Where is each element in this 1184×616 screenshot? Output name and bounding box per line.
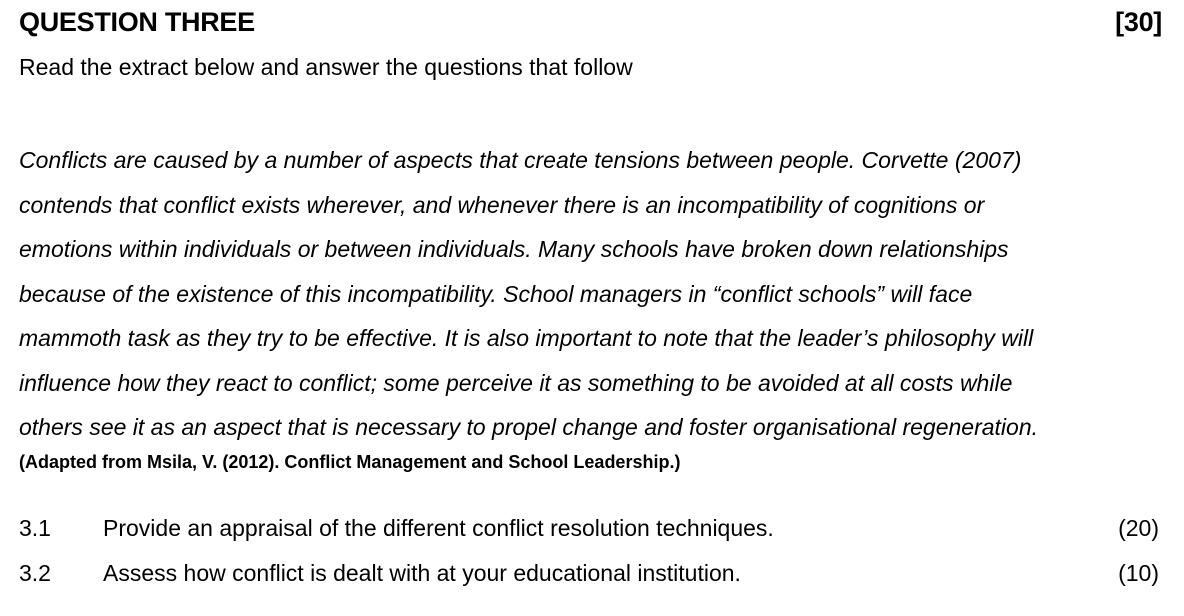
question-total-marks: [30]: [1115, 6, 1162, 37]
extract-source-citation: (Adapted from Msila, V. (2012). Conflict Management and School Leadership.): [19, 452, 681, 472]
question-text: Provide an appraisal of the different conflict resolution techniques.: [103, 515, 774, 541]
question-heading: [19, 5, 1162, 39]
question-list: [19, 511, 1159, 601]
question-title: QUESTION THREE: [19, 6, 255, 37]
question-marks: (20): [1118, 515, 1159, 541]
question-text: Assess how conflict is dealt with at your educational institution.: [103, 560, 741, 586]
extract-line: Conflicts are caused by a number of aspects that create tensions between people. Corvette (2007): [19, 147, 1022, 173]
question-item: [19, 556, 1159, 601]
question-marks: (10): [1118, 560, 1159, 586]
extract-line: emotions within individuals or between individuals. Many schools have broken down relationships: [19, 236, 1009, 262]
question-number: 3.2: [19, 560, 51, 586]
question-number: 3.1: [19, 515, 51, 541]
extract-line: mammoth task as they try to be effective. It is also important to note that the leader’s philosophy will: [19, 325, 1034, 351]
document-page: [19, 0, 1165, 616]
question-item: [19, 511, 1159, 556]
extract-line: contends that conflict exists wherever, and whenever there is an incompatibility of cognitions or: [19, 191, 985, 218]
extract-passage: [19, 138, 1169, 450]
instruction-text: Read the extract below and answer the questions that follow: [19, 54, 633, 80]
extract-line: others see it as an aspect that is necessary to propel change and foster organisational regeneration.: [19, 414, 1039, 440]
extract-line: because of the existence of this incompatibility. School managers in “conflict schools” will face: [19, 280, 973, 307]
extract-line: influence how they react to conflict; some perceive it as something to be avoided at all costs while: [19, 369, 1013, 396]
